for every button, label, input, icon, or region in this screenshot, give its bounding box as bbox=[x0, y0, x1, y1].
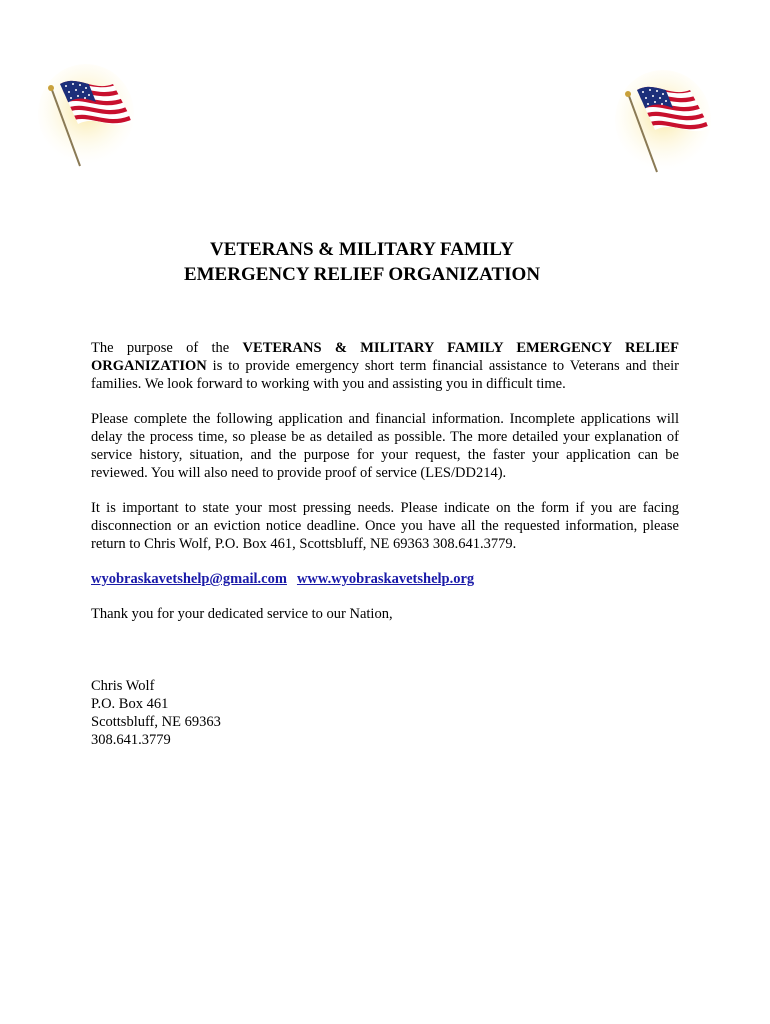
page-title bbox=[0, 237, 724, 287]
paragraph-text: The purpose of the bbox=[91, 340, 243, 356]
signature-city: Scottsbluff, NE 69363 bbox=[91, 714, 221, 730]
paragraph-needs: It is important to state your most pressing needs. Please indicate on the form if you are facing disconnection or an eviction notice deadline. Once you have all the requested information, please return to Chris Wolf, P.O. Box 461, Scottsbluff, NE 69363 308.641.3779. bbox=[91, 500, 679, 552]
signature-block bbox=[91, 677, 221, 749]
organization-name: VETERANS & MILITARY FAMILY EMERGENCY RELIEF ORGANIZATION bbox=[91, 340, 679, 374]
email-link[interactable]: wyobraskavetshelp@gmail.com bbox=[91, 571, 287, 587]
paragraph-instructions: Please complete the following application and financial information. Incomplete applications will delay the process time, so please be as detailed as possible. The more detailed your explanation of service history, situation, and the purpose for your request, the faster your application can be reviewed. You will also need to provide proof of service (LES/DD214). bbox=[91, 411, 679, 481]
contact-links bbox=[91, 570, 679, 588]
title-line: VETERANS & MILITARY FAMILY bbox=[210, 239, 514, 260]
closing-line: Thank you for your dedicated service to our Nation, bbox=[91, 606, 393, 622]
website-link[interactable]: www.wyobraskavetshelp.org bbox=[296, 571, 475, 587]
signature-name: Chris Wolf bbox=[91, 678, 155, 694]
signature-address: P.O. Box 461 bbox=[91, 696, 169, 712]
letter-body bbox=[91, 339, 679, 623]
american-flag-icon bbox=[615, 68, 715, 178]
paragraph-text: is to provide emergency short term financial assistance to Veterans and their families. We look forward to working with you and assisting you in difficult time. bbox=[91, 358, 679, 392]
paragraph-purpose bbox=[91, 339, 679, 393]
american-flag-icon bbox=[38, 62, 138, 172]
signature-phone: 308.641.3779 bbox=[91, 732, 171, 748]
title-line: EMERGENCY RELIEF ORGANIZATION bbox=[183, 264, 541, 285]
